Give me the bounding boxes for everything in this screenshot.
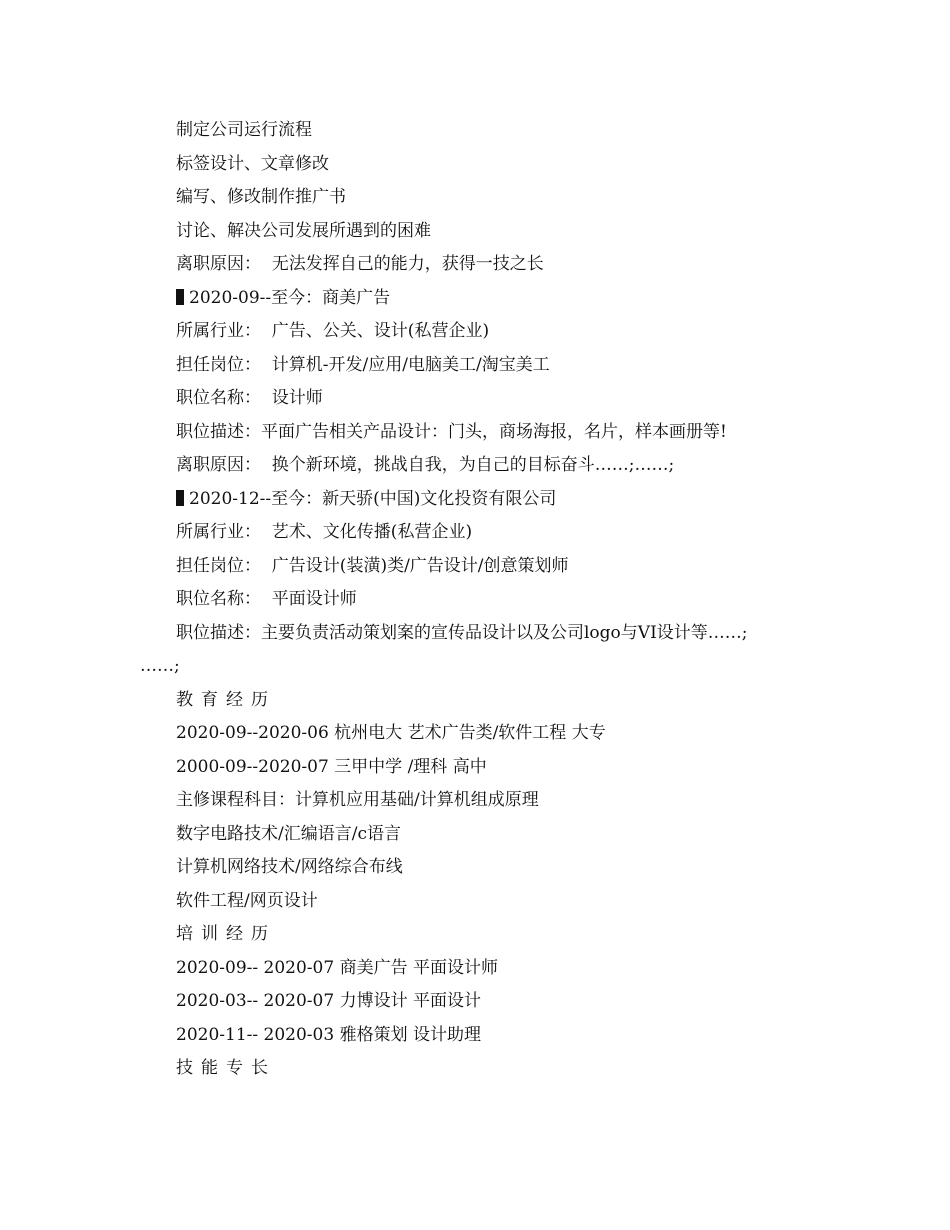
text-line: 制定公司运行流程 <box>176 120 312 140</box>
leave-reason-line: 离职原因： 换个新环境，挑战自我，为自己的目标奋斗……;……; <box>176 455 675 475</box>
bullet-marker <box>176 490 184 506</box>
courses-line: 数字电路技术/汇编语言/c语言 <box>176 824 401 844</box>
job-description-line: 职位描述：平面广告相关产品设计：门头，商场海报，名片，样本画册等! <box>176 422 727 442</box>
position-line: 担任岗位： 广告设计(装潢)类/广告设计/创意策划师 <box>176 556 569 576</box>
position-line: 担任岗位： 计算机-开发/应用/电脑美工/淘宝美工 <box>176 355 550 375</box>
courses-line: 软件工程/网页设计 <box>176 891 318 911</box>
training-entry: 2020-03-- 2020-07 力博设计 平面设计 <box>176 991 481 1011</box>
section-heading-education: 教育经历 <box>176 690 276 710</box>
section-heading-training: 培训经历 <box>176 924 276 944</box>
education-entry: 2020-09--2020-06 杭州电大 艺术广告类/软件工程 大专 <box>176 723 606 743</box>
training-entry: 2020-11-- 2020-03 雅格策划 设计助理 <box>176 1025 481 1045</box>
text-line: 编写、修改制作推广书 <box>176 187 346 207</box>
section-heading-skills: 技能专长 <box>176 1058 276 1078</box>
job-entry-heading <box>176 287 390 309</box>
job-description-line: 职位描述：主要负责活动策划案的宣传品设计以及公司logo与VI设计等……; <box>176 623 748 643</box>
industry-line: 所属行业： 广告、公关、设计(私营企业) <box>176 321 490 341</box>
education-entry: 2000-09--2020-07 三甲中学 /理科 高中 <box>176 757 487 777</box>
job-entry-heading <box>176 488 556 510</box>
industry-line: 所属行业： 艺术、文化传播(私营企业) <box>176 522 473 542</box>
job-description-continuation: ……; <box>140 656 180 676</box>
training-entry: 2020-09-- 2020-07 商美广告 平面设计师 <box>176 958 498 978</box>
job-title-line: 职位名称： 平面设计师 <box>176 589 357 609</box>
job-entry-title: 2020-09--至今：商美广告 <box>189 288 391 308</box>
text-line: 讨论、解决公司发展所遇到的困难 <box>176 221 431 241</box>
courses-line: 计算机网络技术/网络综合布线 <box>176 857 403 877</box>
job-title-line: 职位名称： 设计师 <box>176 388 323 408</box>
bullet-marker <box>176 289 184 305</box>
text-line: 标签设计、文章修改 <box>176 154 329 174</box>
courses-line: 主修课程科目：计算机应用基础/计算机组成原理 <box>176 790 539 810</box>
leave-reason-line: 离职原因： 无法发挥自己的能力，获得一技之长 <box>176 254 544 274</box>
job-entry-title: 2020-12--至今：新天骄(中国)文化投资有限公司 <box>189 489 557 509</box>
